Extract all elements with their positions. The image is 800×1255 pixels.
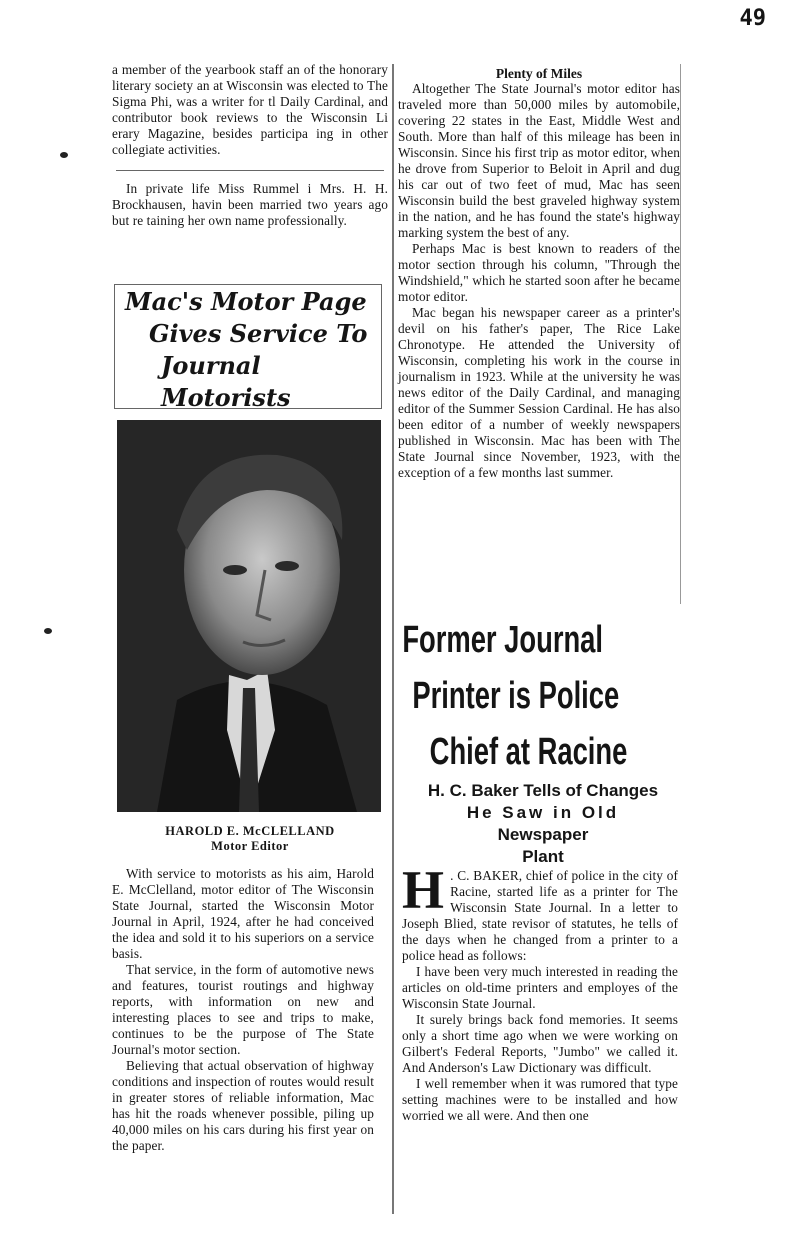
baker-paragraph: It surely brings back fond memories. It seems only a short time ago when we were working on Gilbert's Federal Reports, "Jumbo" we called it. And Anderson's Law Dictionary was difficult. <box>402 1012 678 1075</box>
deck-line-3: Newspaper <box>497 825 589 844</box>
mac-story-body <box>112 866 374 1154</box>
baker-deck <box>398 780 688 868</box>
portrait-photo <box>117 420 381 812</box>
caption-name: HAROLD E. McCLELLAND <box>165 824 335 838</box>
page-number: 49 <box>739 6 766 31</box>
deck-line-1: H. C. Baker Tells of Changes <box>427 781 659 800</box>
baker-headline <box>398 612 688 780</box>
baker-first-paragraph-text: . C. BAKER, chief of police in the city of Racine, started life as a printer for The Wisconsin State Journal. In a letter to Joseph Blied, state revisor of statutes, he tells of the days when he changed from a printer to a police head as follows: <box>402 868 678 963</box>
mac-continued-paragraph: Altogether The State Journal's motor editor has traveled more than 50,000 miles by automobile, covering 22 states in the East, Middle West and South. More than half of this mileage has been in Wisconsin. Since his first trip as motor editor, when he drove from Superior to Beloit in April and dug his car out of two feet of mud, Mac has seen Wisconsin build the best graveled highway system in the nation, and he has found the state's highway marking system the best of any. <box>398 81 680 240</box>
portrait-illustration <box>117 420 381 812</box>
punch-mark <box>60 152 68 158</box>
mac-headline-line-2: Gives Service To <box>149 319 368 348</box>
mac-continued-paragraph: Perhaps Mac is best known to readers of the motor section through his column, "Through the Windshield," which he started soon after he became motor editor. <box>398 241 680 304</box>
column-rule <box>392 64 394 1214</box>
left-column-top <box>112 62 388 229</box>
private-life-text: In private life Miss Rummel i Mrs. H. H. Brockhausen, havin been married two years ago but re taining her own name professionally. <box>112 181 388 228</box>
right-column-top <box>398 66 680 481</box>
photo-caption <box>112 824 388 854</box>
baker-headline-line-3: Chief at Racine <box>429 731 628 773</box>
baker-paragraph: I well remember when it was rumored that type setting machines were to be installed and how worried we all were. And then one <box>402 1076 678 1123</box>
punch-mark <box>44 628 52 634</box>
column-rule <box>680 64 681 604</box>
baker-paragraph: I have been very much interested in reading the articles on old-time printers and employes of the Wisconsin State Journal. <box>402 964 678 1011</box>
mac-continued-paragraph: Mac began his newspaper career as a printer's devil on his father's paper, The Rice Lake Chronotype. He attended the University of Wisconsin, completing his work in the course in journalism in 1923. While at the university he was news editor of the Daily Cardinal, and managing editor of the Summer Session Cardinal. He has also been editor of a number of weekly newspapers published in Wisconsin. Mac has been with The State Journal since November, 1923, with the exception of a few months last summer. <box>398 305 680 480</box>
mac-headline-box <box>114 284 382 412</box>
mac-paragraph: With service to motorists as his aim, Harold E. McClelland, motor editor of The Wisconsin State Journal, started the Wisconsin Motor Journal in April, 1924, after he had conceived the idea and sold it to his superiors on a service basis. <box>112 866 374 961</box>
drop-cap: H <box>402 860 445 920</box>
intro-text: a member of the yearbook staff an of the honorary literary society an at Wisconsin was elected to The Sigma Phi, was a writer for tl Daily Cardinal, and contributor book reviews to the Wisconsin Li erary Magazine, besides participa ing in other collegiate activities. <box>112 62 388 157</box>
mac-paragraph: That service, in the form of automotive news and features, tourist routings and highway reports, with information on new and interesting places to see and trips to make, continues to be the purpose of The State Journal's motor section. <box>112 962 374 1057</box>
plenty-of-miles-subhead: Plenty of Miles <box>495 66 583 81</box>
divider <box>116 170 384 171</box>
baker-headline-line-1: Former Journal <box>402 619 604 661</box>
baker-story-body <box>402 860 678 1124</box>
baker-first-paragraph <box>402 860 678 964</box>
deck-line-4: Plant <box>522 847 564 866</box>
baker-headline-line-2: Printer is Police <box>412 675 620 717</box>
mac-paragraph: Believing that actual observation of highway conditions and inspection of routes would result in greater stores of reliable information, Mac has hit the roads whenever possible, piling up 40,000 miles on his cars during his first year on the paper. <box>112 1058 374 1153</box>
caption-title: Motor Editor <box>211 839 289 853</box>
deck-line-2: He Saw in Old <box>466 803 620 822</box>
mac-headline-line-1: Mac's Motor Page <box>125 287 367 316</box>
mac-headline-line-3: Journal Motorists <box>161 351 291 412</box>
